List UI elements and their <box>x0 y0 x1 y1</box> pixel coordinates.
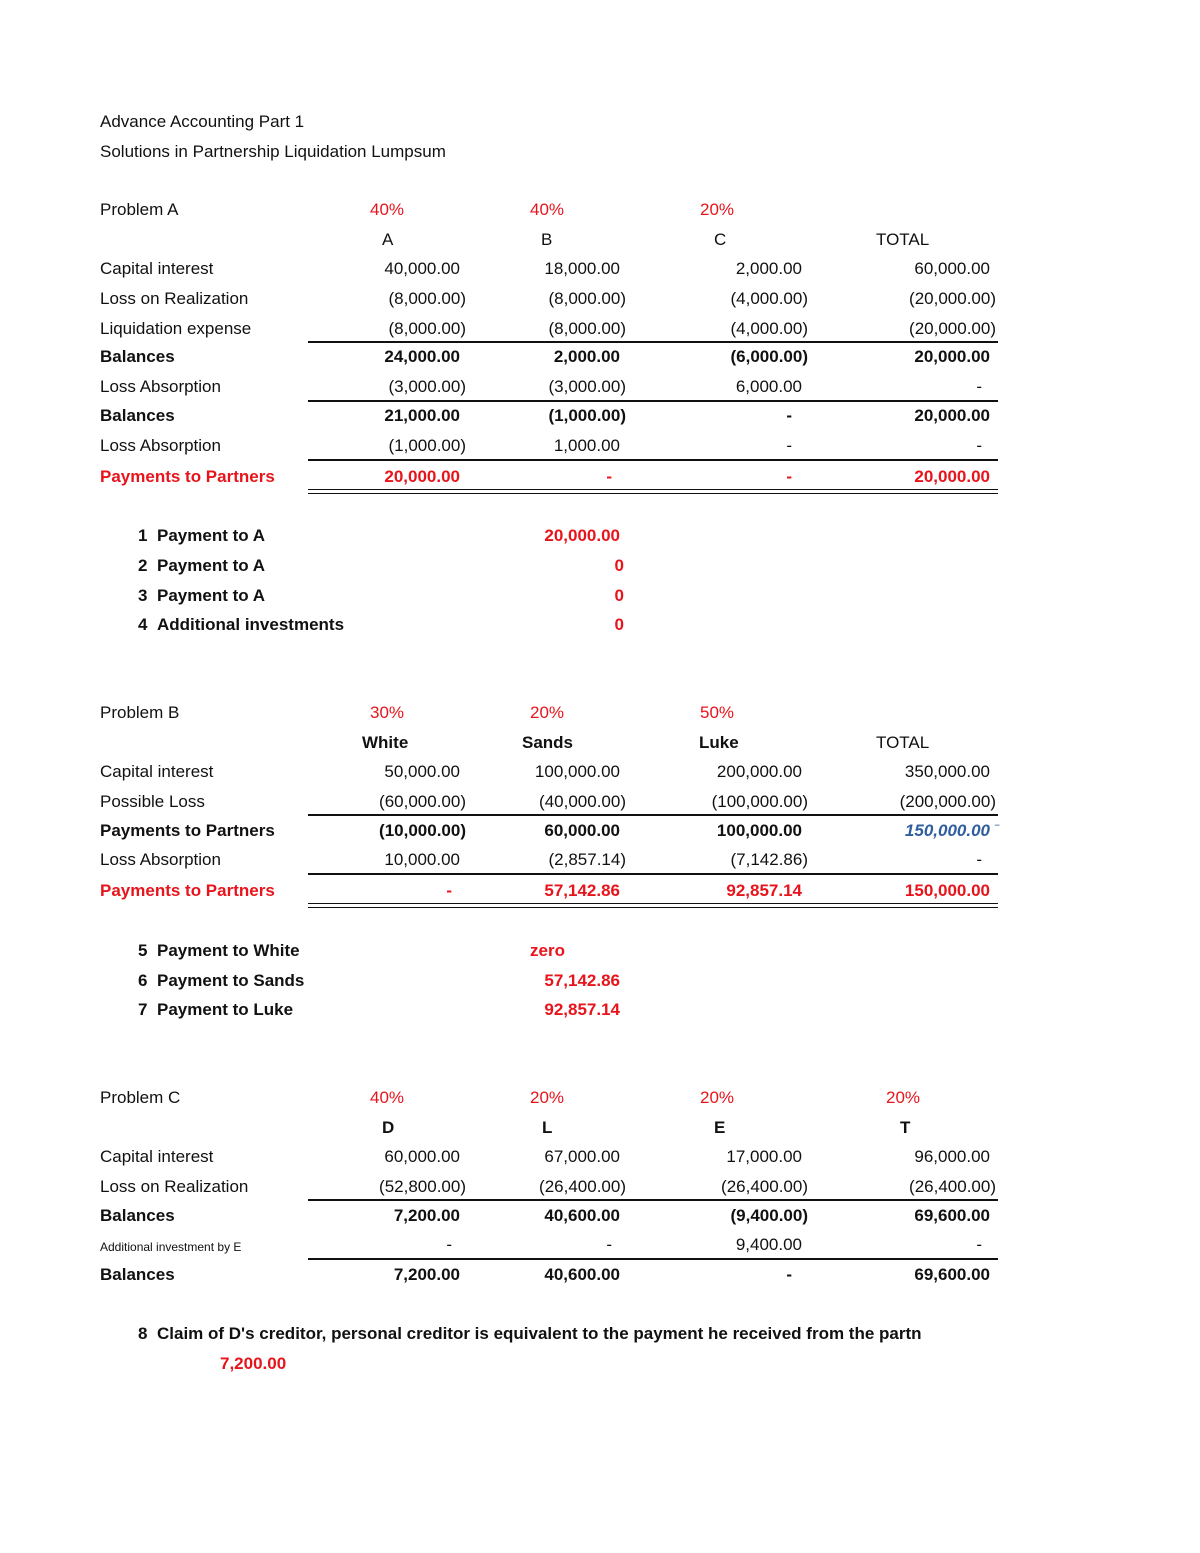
document-title: Advance Accounting Part 1 <box>100 112 305 131</box>
cell: (8,000.00) <box>548 319 626 338</box>
cell: 20,000.00 <box>914 467 990 486</box>
answer-number: 8 <box>138 1324 148 1343</box>
cell: (1,000.00) <box>388 436 466 455</box>
cell: (8,000.00) <box>548 289 626 308</box>
cell: (26,400.00) <box>909 1177 996 1196</box>
answer-label: Claim of D's creditor, personal creditor is equivalent to the payment he received from the partn <box>157 1324 922 1343</box>
answer-label: Payment to A <box>157 586 266 605</box>
cell: 17,000.00 <box>726 1147 802 1166</box>
cell: - <box>786 406 792 425</box>
row-label: Balances <box>100 1206 175 1225</box>
answer-value: 0 <box>614 586 624 605</box>
column-header: B <box>541 230 553 249</box>
row-label: Loss Absorption <box>100 850 221 869</box>
column-header: TOTAL <box>876 230 930 249</box>
document-subtitle: Solutions in Partnership Liquidation Lumpsum <box>100 142 446 161</box>
column-header: D <box>382 1118 395 1137</box>
cell: - <box>976 377 982 396</box>
answer-value: 92,857.14 <box>544 1000 620 1019</box>
cell: 24,000.00 <box>384 347 460 366</box>
cell: - <box>786 436 792 455</box>
cell: - <box>606 467 612 486</box>
answer-label: Additional investments <box>157 615 345 634</box>
answer-label: Payment to White <box>157 941 300 960</box>
cell: (2,857.14) <box>548 850 626 869</box>
problem-label: Problem A <box>100 200 179 219</box>
cell: (200,000.00) <box>899 792 996 811</box>
cell: 96,000.00 <box>914 1147 990 1166</box>
row-label: Payments to Partners <box>100 881 275 900</box>
cell: (8,000.00) <box>388 319 466 338</box>
cell: 7,200.00 <box>393 1265 460 1284</box>
cell: (4,000.00) <box>730 319 808 338</box>
row-label: Payments to Partners <box>100 467 275 486</box>
cell: 350,000.00 <box>904 762 990 781</box>
problem-label: Problem C <box>100 1088 181 1107</box>
edit-mark: ⁻ <box>994 820 1001 834</box>
ratio-e: 20% <box>700 1088 735 1107</box>
cell: 150,000.00 <box>904 821 990 840</box>
cell: 40,000.00 <box>384 259 460 278</box>
cell: 1,000.00 <box>553 436 620 455</box>
underline <box>308 814 998 816</box>
cell: (26,400.00) <box>539 1177 626 1196</box>
cell: 92,857.14 <box>726 881 802 900</box>
cell: 67,000.00 <box>544 1147 620 1166</box>
cell: 60,000.00 <box>544 821 620 840</box>
cell: - <box>786 467 792 486</box>
cell: 9,400.00 <box>735 1235 802 1254</box>
cell: 60,000.00 <box>384 1147 460 1166</box>
answer-number: 1 <box>138 526 148 545</box>
column-header: T <box>900 1118 911 1137</box>
underline <box>308 341 998 343</box>
cell: 60,000.00 <box>914 259 990 278</box>
cell: (9,400.00) <box>730 1206 808 1225</box>
cell: 100,000.00 <box>534 762 620 781</box>
column-header: TOTAL <box>876 733 930 752</box>
ratio-d: 40% <box>370 1088 405 1107</box>
problem-label: Problem B <box>100 703 180 722</box>
cell: (40,000.00) <box>539 792 626 811</box>
answer-value: zero <box>530 941 565 960</box>
cell: 2,000.00 <box>735 259 802 278</box>
row-label: Balances <box>100 1265 175 1284</box>
underline <box>308 400 998 402</box>
cell: 40,600.00 <box>544 1206 620 1225</box>
cell: 200,000.00 <box>716 762 802 781</box>
ratio-luke: 50% <box>700 703 735 722</box>
answer-value: 7,200.00 <box>220 1354 287 1373</box>
answer-number: 2 <box>138 556 148 575</box>
cell: 6,000.00 <box>735 377 802 396</box>
cell: - <box>976 850 982 869</box>
ratio-white: 30% <box>370 703 405 722</box>
cell: - <box>786 1265 792 1284</box>
row-label: Additional investment by E <box>100 1240 242 1254</box>
answer-value: 0 <box>614 615 624 634</box>
underline <box>308 1258 998 1260</box>
cell: - <box>976 436 982 455</box>
answer-number: 4 <box>138 615 148 634</box>
cell: (10,000.00) <box>379 821 466 840</box>
cell: (3,000.00) <box>548 377 626 396</box>
cell: (60,000.00) <box>379 792 466 811</box>
cell: - <box>446 881 452 900</box>
column-header: C <box>714 230 727 249</box>
cell: 57,142.86 <box>544 881 620 900</box>
answer-label: Payment to Sands <box>157 971 305 990</box>
underline <box>308 459 998 461</box>
cell: 69,600.00 <box>914 1206 990 1225</box>
answer-label: Payment to A <box>157 526 266 545</box>
cell: - <box>446 1235 452 1254</box>
answer-number: 7 <box>138 1000 148 1019</box>
cell: (6,000.00) <box>730 347 808 366</box>
answer-label: Payment to Luke <box>157 1000 294 1019</box>
answer-value: 0 <box>614 556 624 575</box>
cell: (52,800.00) <box>379 1177 466 1196</box>
underline <box>308 1199 998 1201</box>
ratio-a: 40% <box>370 200 405 219</box>
cell: (7,142.86) <box>730 850 808 869</box>
cell: 21,000.00 <box>384 406 460 425</box>
cell: 40,600.00 <box>544 1265 620 1284</box>
ratio-t: 20% <box>886 1088 921 1107</box>
row-label: Loss on Realization <box>100 1177 249 1196</box>
answer-value: 57,142.86 <box>544 971 620 990</box>
cell: (20,000.00) <box>909 289 996 308</box>
row-label: Capital interest <box>100 762 214 781</box>
row-label: Balances <box>100 406 175 425</box>
cell: 100,000.00 <box>716 821 802 840</box>
underline <box>308 873 998 875</box>
row-label: Liquidation expense <box>100 319 252 338</box>
cell: (3,000.00) <box>388 377 466 396</box>
row-label: Possible Loss <box>100 792 205 811</box>
ratio-b: 40% <box>530 200 565 219</box>
cell: (4,000.00) <box>730 289 808 308</box>
cell: 20,000.00 <box>384 467 460 486</box>
cell: - <box>606 1235 612 1254</box>
column-header: Luke <box>699 733 739 752</box>
cell: 20,000.00 <box>914 347 990 366</box>
ratio-c: 20% <box>700 200 735 219</box>
cell: (100,000.00) <box>711 792 808 811</box>
cell: (26,400.00) <box>721 1177 808 1196</box>
cell: 10,000.00 <box>384 850 460 869</box>
double-underline <box>308 489 998 494</box>
double-underline <box>308 903 998 908</box>
ratio-l: 20% <box>530 1088 565 1107</box>
row-label: Loss Absorption <box>100 436 221 455</box>
answer-number: 5 <box>138 941 148 960</box>
answer-label: Payment to A <box>157 556 266 575</box>
ratio-sands: 20% <box>530 703 565 722</box>
cell: 69,600.00 <box>914 1265 990 1284</box>
answer-number: 6 <box>138 971 148 990</box>
cell: - <box>976 1235 982 1254</box>
row-label: Capital interest <box>100 1147 214 1166</box>
row-label: Loss on Realization <box>100 289 249 308</box>
cell: 50,000.00 <box>384 762 460 781</box>
cell: (20,000.00) <box>909 319 996 338</box>
cell: 2,000.00 <box>553 347 620 366</box>
cell: (1,000.00) <box>548 406 626 425</box>
row-label: Capital interest <box>100 259 214 278</box>
row-label: Loss Absorption <box>100 377 221 396</box>
column-header: White <box>362 733 409 752</box>
column-header: L <box>542 1118 553 1137</box>
column-header: A <box>382 230 394 249</box>
cell: 20,000.00 <box>914 406 990 425</box>
cell: 7,200.00 <box>393 1206 460 1225</box>
row-label: Balances <box>100 347 175 366</box>
cell: (8,000.00) <box>388 289 466 308</box>
column-header: E <box>714 1118 726 1137</box>
row-label: Payments to Partners <box>100 821 275 840</box>
cell: 18,000.00 <box>544 259 620 278</box>
answer-value: 20,000.00 <box>544 526 620 545</box>
cell: 150,000.00 <box>904 881 990 900</box>
column-header: Sands <box>522 733 574 752</box>
answer-number: 3 <box>138 586 148 605</box>
